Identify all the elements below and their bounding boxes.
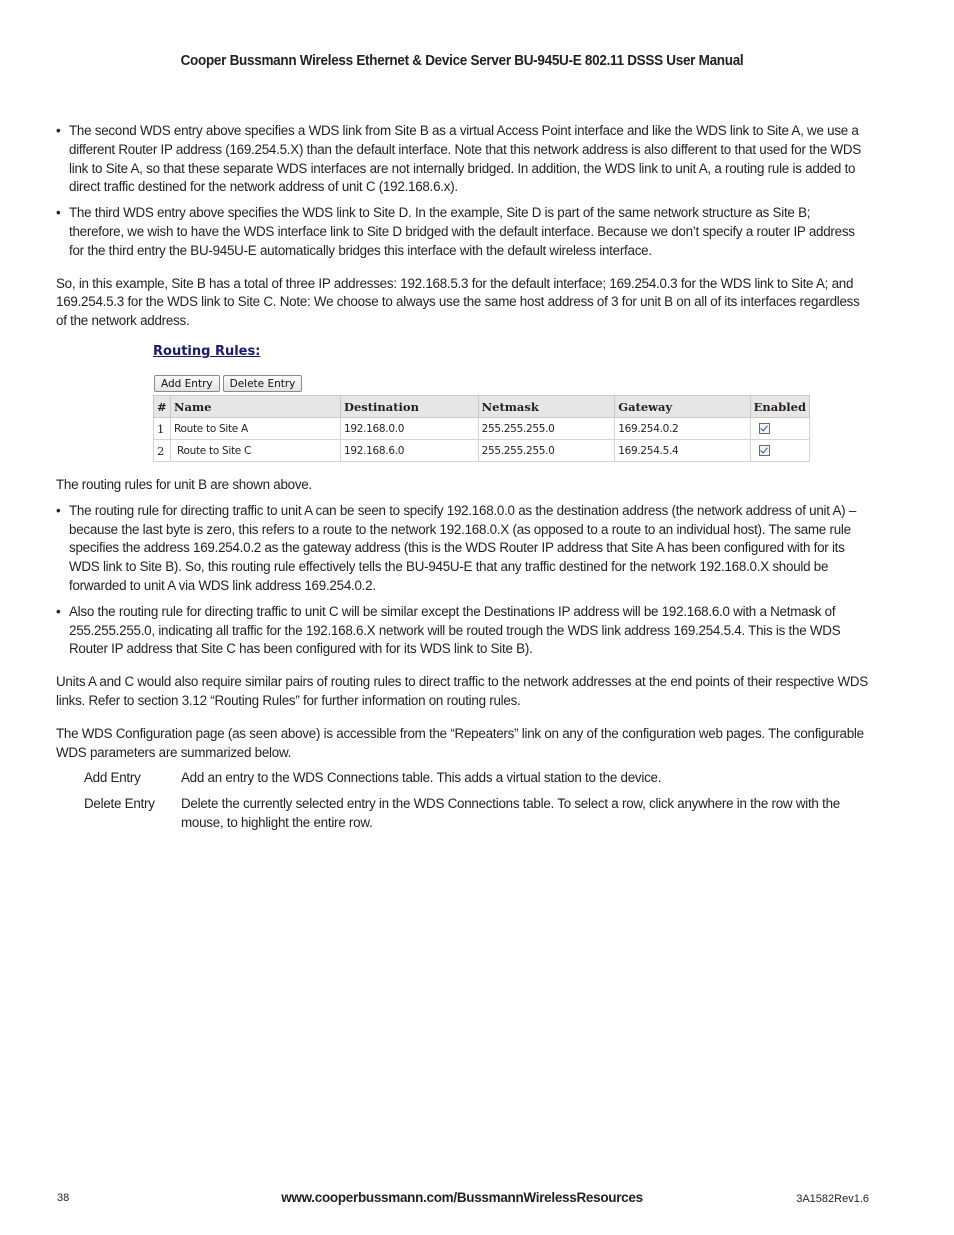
page-header: Cooper Bussmann Wireless Ethernet & Device Server BU-945U-E 802.11 DSSS User Manual — [180, 53, 744, 69]
column-header-name: Name — [170, 396, 340, 418]
row-enabled-cell — [750, 418, 809, 440]
bullet-route-unit-c: • Also the routing rule for directing traffic to unit C will be similar except the Destinations IP address will be 192.168.6.0 with a Netmask of 255.255.255.0, indicating all traffic for the 192.168.6.X network will be routed trough the WDS link address 169.254.5.4. This is the WDS Router IP address that Site C has been configured with for its WDS link to Site B). — [56, 603, 868, 659]
bullet-wds-site-c: • The second WDS entry above specifies a WDS link from Site B as a virtual Access Point interface and like the WDS link to Site A, we use a different Router IP address (169.254.5.X) than the default interface. Note that this network address is also different to that used for the WDS link to Site A, so that these separate WDS interfaces are not internally bridged. In addition, the WDS link to unit A, a routing rule is added to direct traffic destined for the network address of unit C (192.168.6.x). — [56, 122, 868, 197]
document-revision: 3A1582Rev1.6 — [796, 1193, 869, 1205]
row-destination: 192.168.6.0 — [340, 440, 478, 462]
footer-url: www.cooperbussmann.com/BussmannWirelessResources — [281, 1190, 643, 1205]
row-destination: 192.168.0.0 — [340, 418, 478, 440]
enabled-checkbox[interactable] — [759, 445, 770, 456]
parameter-description: Delete the currently selected entry in the WDS Connections table. To select a row, click anywhere in the row with the mouse, to highlight the entire row. — [181, 796, 840, 830]
row-gateway: 169.254.0.2 — [615, 418, 750, 440]
explanation-section — [56, 476, 868, 840]
list-item — [84, 769, 868, 788]
column-header-index: # — [154, 396, 171, 418]
add-entry-button[interactable]: Add Entry — [154, 375, 220, 392]
summary-paragraph: So, in this example, Site B has a total of three IP addresses: 192.168.5.3 for the default interface; 169.254.0.3 for the WDS link to Site A; and 169.254.5.3 for the WDS link to Site C. Note: We choose to always use the same host address of 3 for unit B on all of its interfaces regardless of the network address. — [56, 275, 860, 329]
parameter-term: Add Entry — [84, 770, 141, 786]
enabled-checkbox[interactable] — [759, 423, 770, 434]
bullet-route-unit-a: • The routing rule for directing traffic to unit A can be seen to specify 192.168.0.0 as the destination address (the network address of unit A) – because the last byte is zero, this refers to a route to the network 192.168.0.X (as opposed to a route to an individual host). The same rule specifies the address 169.254.0.2 as the gateway address (this is the WDS Router IP address that Site A has been configured with for its WDS link to Site B). So, this routing rule effectively tells the BU-945U-E that any traffic destined for the network 192.168.0.X should be forwarded to unit A via WDS link address 169.254.0.2. — [56, 502, 868, 596]
column-header-netmask: Netmask — [478, 396, 615, 418]
parameter-term: Delete Entry — [84, 796, 155, 812]
column-header-enabled: Enabled — [750, 396, 809, 418]
list-item — [84, 795, 868, 833]
routing-rules-panel — [153, 344, 813, 458]
column-header-destination: Destination — [340, 396, 478, 418]
row-netmask: 255.255.255.0 — [478, 418, 615, 440]
row-name: Route to Site A — [170, 418, 340, 440]
config-paragraph: The WDS Configuration page (as seen above) is accessible from the “Repeaters” link on any of the configuration web pages. The configurable WDS parameters are summarized below. — [56, 725, 864, 760]
routing-rules-toolbar — [154, 375, 302, 392]
row-index: 1 — [154, 418, 171, 440]
bullet-wds-site-d: • The third WDS entry above specifies the WDS link to Site D. In the example, Site D is part of the same network structure as Site B; therefore, we wish to have the WDS interface link to Site D bridged with the default interface. Because we don’t specify a router IP address for the third entry the BU-945U-E automatically bridges this interface with the default wireless interface. — [56, 204, 868, 260]
row-enabled-cell — [750, 440, 809, 462]
row-index: 2 — [154, 440, 171, 462]
row-name: Route to Site C — [170, 440, 340, 462]
row-gateway: 169.254.5.4 — [615, 440, 750, 462]
routing-caption: The routing rules for unit B are shown above. — [56, 477, 312, 492]
table-row[interactable] — [154, 440, 810, 462]
table-row[interactable] — [154, 418, 810, 440]
intro-section — [56, 122, 868, 345]
page-number: 38 — [57, 1192, 70, 1204]
parameter-description: Add an entry to the WDS Connections table. This adds a virtual station to the device. — [181, 770, 662, 786]
routing-rules-table — [153, 395, 810, 462]
units-paragraph: Units A and C would also require similar pairs of routing rules to direct traffic to the network addresses at the end points of their respective WDS links. Refer to section 3.12 “Routing Rules” for further information on routing rules. — [56, 674, 868, 708]
column-header-gateway: Gateway — [615, 396, 750, 418]
parameter-list — [84, 769, 868, 832]
row-netmask: 255.255.255.0 — [478, 440, 615, 462]
routing-rules-title: Routing Rules: — [153, 344, 261, 359]
delete-entry-button[interactable]: Delete Entry — [223, 375, 303, 392]
